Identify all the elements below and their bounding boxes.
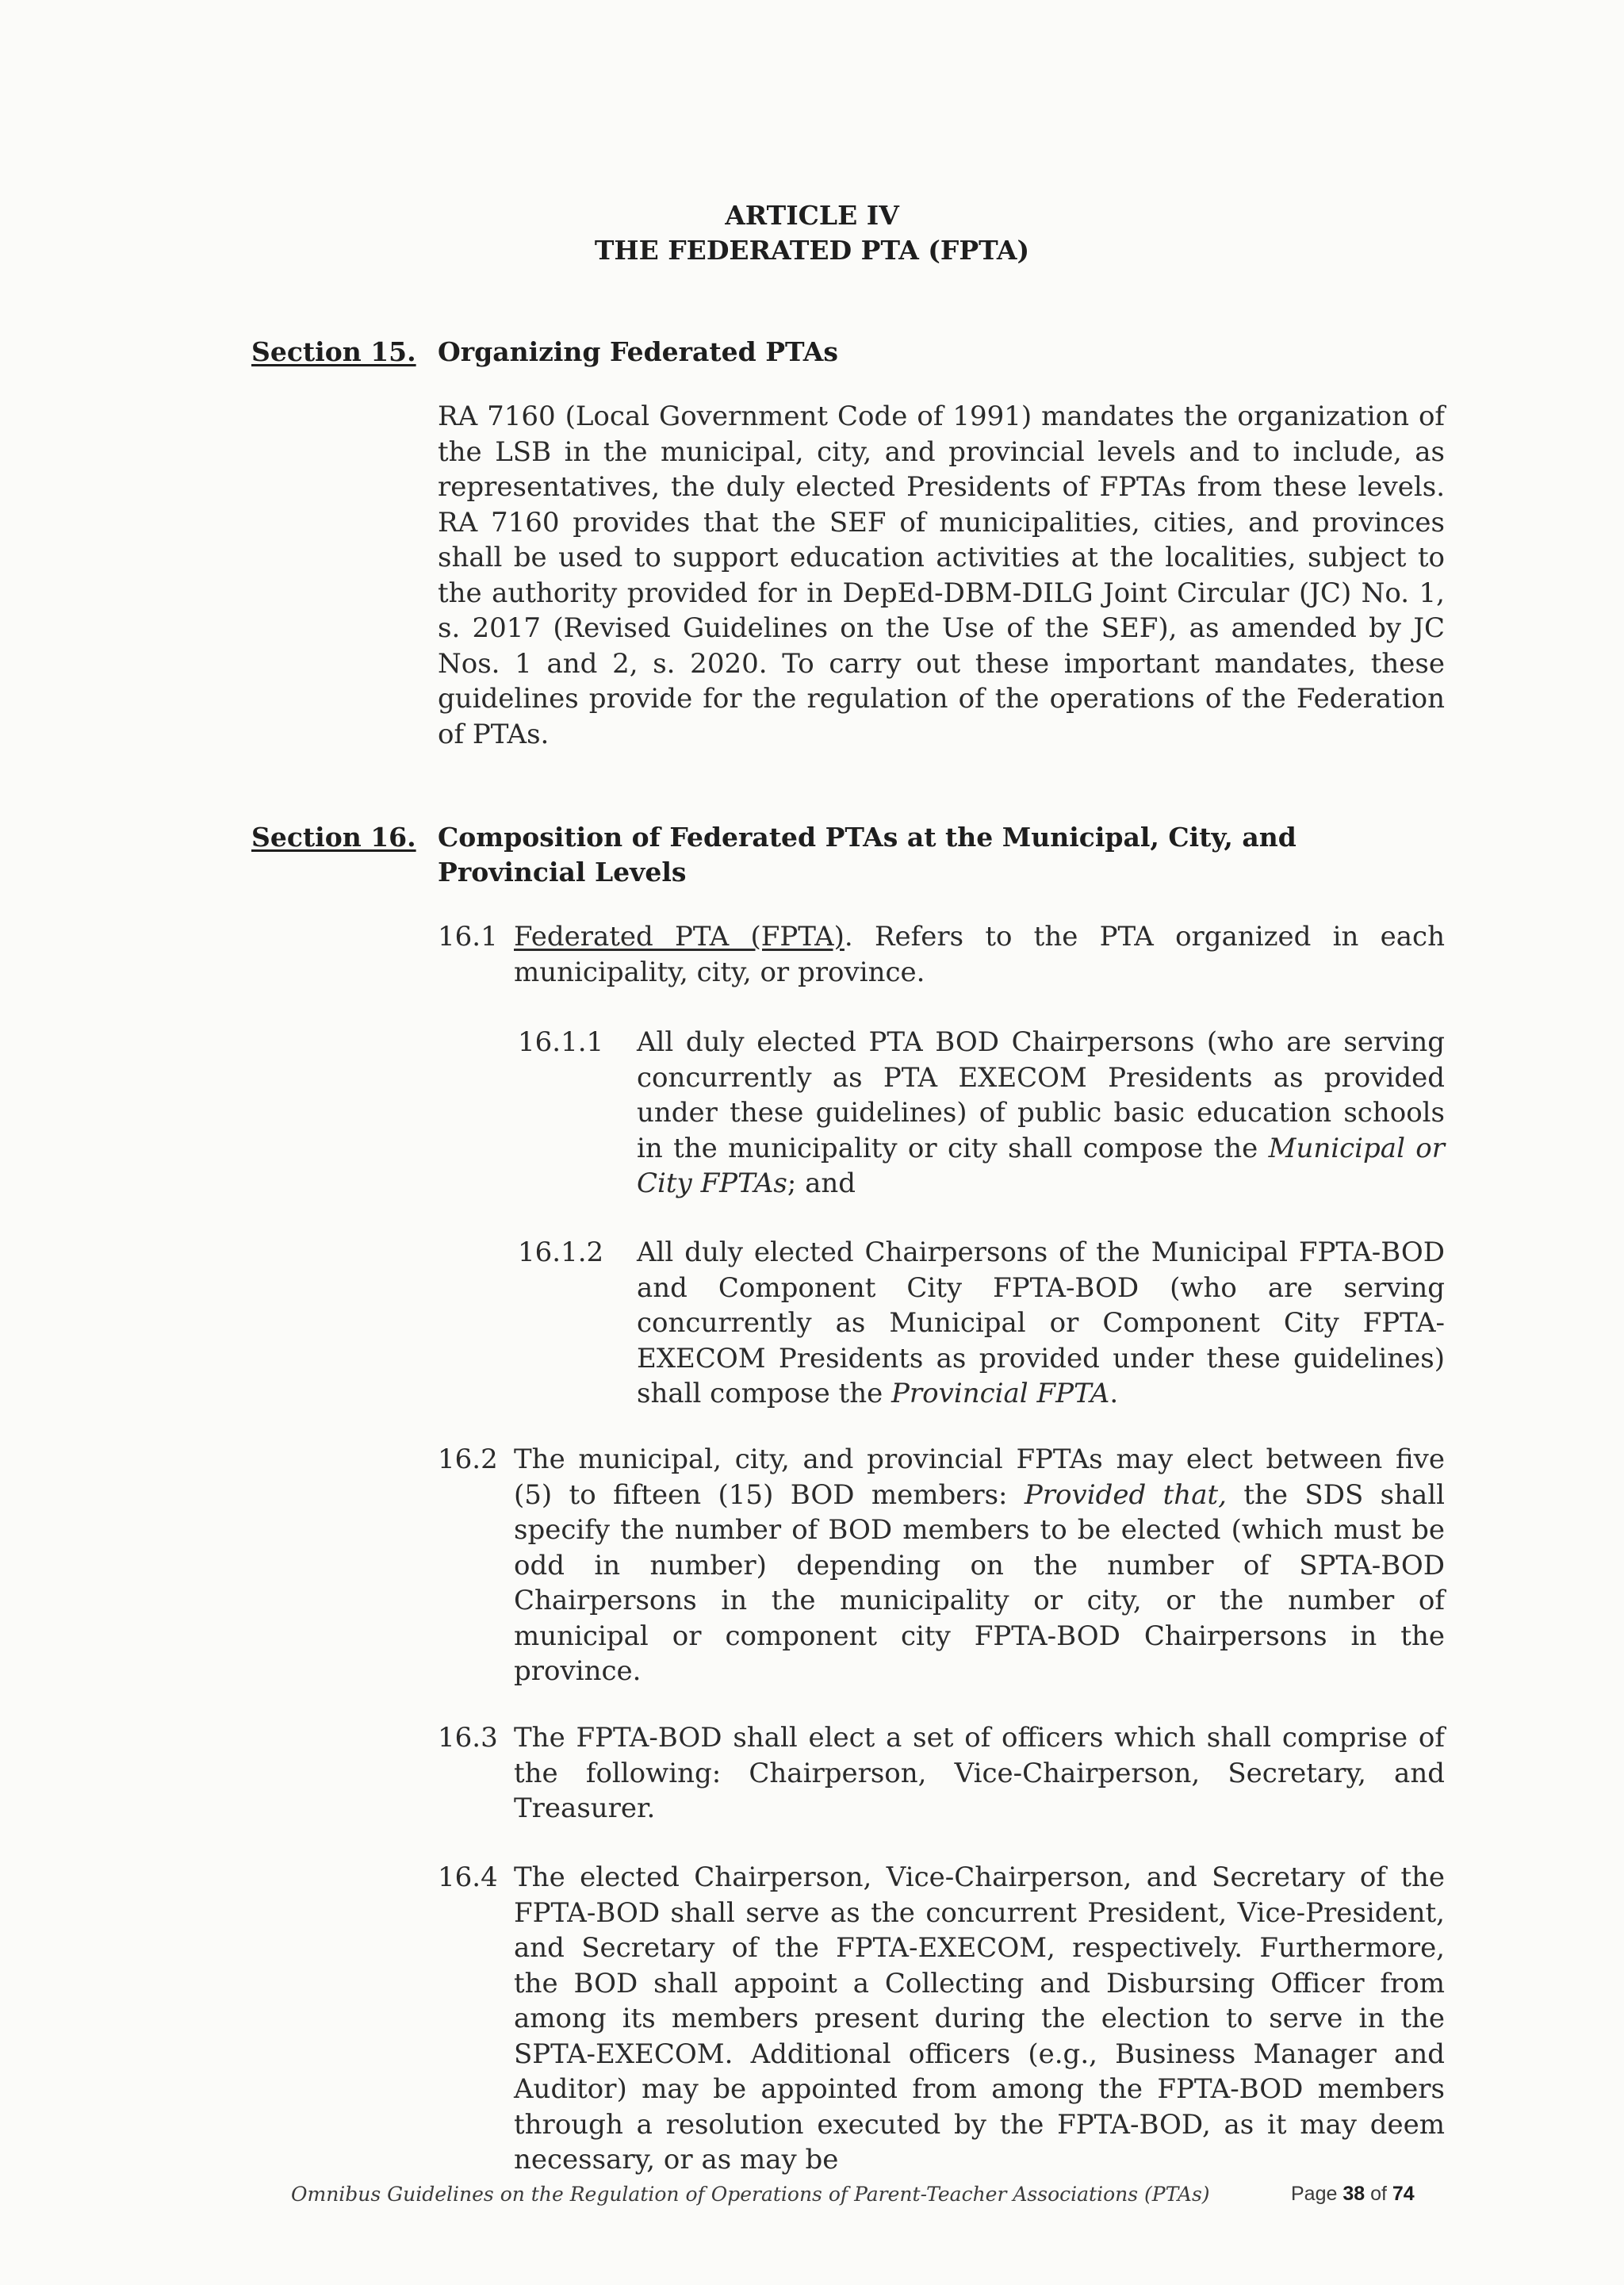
section-16-heading	[251, 820, 1297, 888]
item-text: All duly elected Chairpersons of the Municipal FPTA-BOD and Component City FPTA-BOD (who are serving concurrently as Municipal or Component City FPTA-EXECOM Presidents as provided under these guidelines) shall compose the Provincial FPTA.	[637, 1236, 1445, 1409]
item-text: The municipal, city, and provincial FPTAs may elect between five (5) to fifteen (15) BOD members: Provided that, the SDS shall specify the number of BOD members to be elected (which must be odd in number) depending on the number of SPTA-BOD Chairpersons in the municipality or city, or the number of municipal or component city FPTA-BOD Chairpersons in the province.	[514, 1443, 1446, 1687]
item-text: Federated PTA (FPTA). Refers to the PTA organized in each municipality, city, or province.	[514, 921, 1445, 988]
item-label: 16.3	[438, 1722, 498, 1754]
article-heading	[0, 198, 1624, 268]
article-title: THE FEDERATED PTA (FPTA)	[594, 235, 1030, 266]
item-label: 16.1.2	[518, 1236, 604, 1268]
section-15-heading	[251, 335, 838, 370]
current-page: 38	[1342, 2183, 1365, 2205]
section-15-number: Section 15.	[251, 336, 416, 367]
section-16-title: Composition of Federated PTAs at the Municipal, City, and Provincial Levels	[438, 822, 1297, 888]
item-term: Federated PTA (FPTA)	[514, 921, 845, 953]
page-number: Page 38 of 74	[1291, 2183, 1415, 2205]
section-15-paragraph: RA 7160 (Local Government Code of 1991) mandates the organization of the LSB in the municipal, city, and provincial levels and to include, as representatives, the duly elected Presidents of FPTAs from these levels. RA 7160 provides that the SEF of municipalities, cities, and provinces shall be used to support education activities at the localities, subject to the authority provided for in DepEd-DBM-DILG Joint Circular (JC) No. 1, s. 2017 (Revised Guidelines on the Use of the SEF), as amended by JC Nos. 1 and 2, s. 2020. To carry out these important mandates, these guidelines provide for the regulation of the operations of the Federation of PTAs.	[438, 401, 1445, 750]
item-label: 16.1.1	[518, 1026, 604, 1058]
item-text: All duly elected PTA BOD Chairpersons (who are serving concurrently as PTA EXECOM Presidents as provided under these guidelines) of public basic education schools in the municipality or city shall compose the Municipal or City FPTAs; and	[637, 1026, 1445, 1199]
footer-document-title: Omnibus Guidelines on the Regulation of Operations of Parent-Teacher Associations (PTAs)	[291, 2183, 1210, 2206]
item-text: The FPTA-BOD shall elect a set of officers which shall comprise of the following: Chairperson, Vice-Chairperson, Secretary, and Treasurer.	[514, 1722, 1445, 1824]
total-pages: 74	[1392, 2183, 1415, 2205]
item-label: 16.2	[438, 1443, 498, 1475]
section-15-title: Organizing Federated PTAs	[438, 336, 838, 367]
item-text: The elected Chairperson, Vice-Chairperson, and Secretary of the FPTA-BOD shall serve as the concurrent President, Vice-President, and Secretary of the FPTA-EXECOM, respectively. Furthermore, the BOD shall appoint a Collecting and Disbursing Officer from among its members present during the election to serve in the SPTA-EXECOM. Additional officers (e.g., Business Manager and Auditor) may be appointed from among the FPTA-BOD members through a resolution executed by the FPTA-BOD, as it may deem necessary, or as may be	[514, 1861, 1445, 2176]
article-number: ARTICLE IV	[725, 200, 899, 231]
item-label: 16.4	[438, 1861, 498, 1893]
item-label: 16.1	[438, 921, 498, 953]
section-16-number: Section 16.	[251, 822, 416, 853]
